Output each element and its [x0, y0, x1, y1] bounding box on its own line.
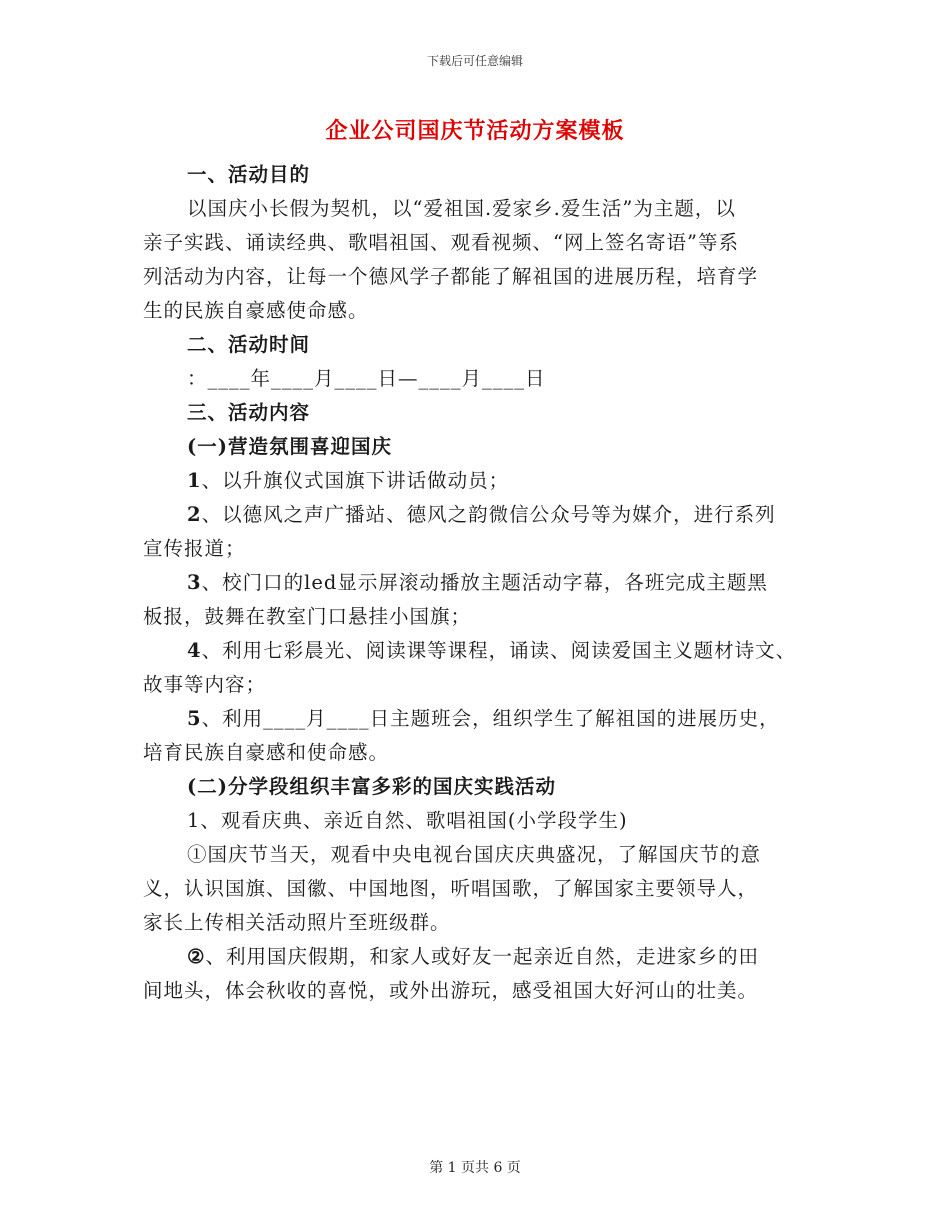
section-heading-time: 二、活动时间 [187, 333, 311, 356]
paragraph-line: 家长上传相关活动照片至班级群。 [143, 911, 451, 934]
list-item [143, 498, 808, 532]
item-number: 5 [187, 707, 202, 730]
section-heading-purpose: 一、活动目的 [187, 163, 311, 186]
paragraph-line: 亲子实践、诵读经典、歌唱祖国、观看视频、“网上签名寄语”等系 [143, 231, 739, 254]
list-item-continuation: 培育民族自豪感和使命感。 [143, 741, 390, 764]
paragraph-line: 生的民族自豪感使命感。 [143, 299, 369, 322]
item-number: 4 [187, 639, 202, 662]
section-heading-content: 三、活动内容 [187, 401, 311, 424]
document-title: 企业公司国庆节活动方案模板 [325, 118, 625, 144]
item-text: 、以德风之声广播站、德风之韵微信公众号等为媒介，进行系列 [201, 503, 776, 526]
item-text: 、利用____月____日主题班会，组织学生了解祖国的进展历史， [201, 707, 780, 730]
list-item-continuation: 故事等内容； [143, 673, 267, 696]
item-number: 2 [187, 503, 202, 526]
subsection-heading-practice: (二)分学段组织丰富多彩的国庆实践活动 [187, 775, 556, 798]
item-text: 、以升旗仪式国旗下讲话做动员； [201, 469, 510, 492]
list-item-continuation: 宣传报道； [143, 537, 246, 560]
item-number: 3 [187, 571, 202, 594]
list-item [143, 702, 808, 736]
item-text: 、校门口的led显示屏滚动播放主题活动字幕，各班完成主题黑 [201, 571, 768, 594]
list-item [143, 634, 808, 668]
paragraph-line [143, 940, 808, 974]
item-text: 、利用七彩晨光、阅读课等课程，诵读、阅读爱国主义题材诗文、 [201, 639, 797, 662]
header-note: 下载后可任意编辑 [426, 54, 523, 68]
item-text: 、利用国庆假期，和家人或好友一起亲近自然，走进家乡的田 [205, 945, 759, 968]
paragraph-line: ①国庆节当天，观看中央电视台国庆庆典盛况，了解国庆节的意 [187, 843, 762, 866]
subsection-heading-atmosphere: (一)营造氛围喜迎国庆 [187, 435, 392, 458]
list-item: 1、观看庆典、亲近自然、歌唱祖国(小学段学生) [187, 809, 628, 832]
paragraph-line: 间地头，体会秋收的喜悦，或外出游玩，感受祖国大好河山的壮美。 [143, 979, 759, 1002]
paragraph-line: 列活动为内容，让每一个德风学子都能了解祖国的进展历程，培育学 [143, 265, 759, 288]
activity-time-line: ：____年____月____日—____月____日 [187, 367, 546, 390]
item-number: 1 [187, 469, 202, 492]
page-footer: 第 1 页共 6 页 [429, 1160, 521, 1176]
list-item [143, 464, 808, 498]
list-item-continuation: 板报，鼓舞在教室门口悬挂小国旗； [143, 605, 472, 628]
list-item [143, 566, 808, 600]
circled-number: ② [187, 945, 206, 968]
document-body [143, 158, 808, 1008]
paragraph-line: 义，认识国旗、国徽、中国地图，听唱国歌，了解国家主要领导人， [143, 877, 759, 900]
paragraph-line: 以国庆小长假为契机，以“爱祖国.爱家乡.爱生活”为主题，以 [187, 197, 736, 220]
